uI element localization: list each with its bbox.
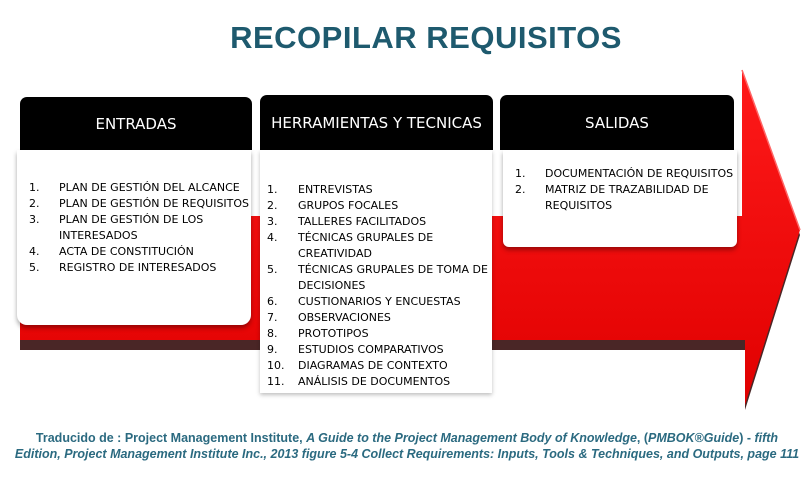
header-salidas	[500, 95, 734, 150]
list-item: 11. ANÁLISIS DE DOCUMENTOS	[267, 375, 451, 388]
list-item: 4. ACTA DE CONSTITUCIÓN	[29, 245, 194, 258]
guide-title: A Guide to the Project Management Body of Knowledge	[306, 431, 637, 445]
header-entradas	[20, 97, 252, 150]
list-item: 1. DOCUMENTACIÓN DE REQUISITOS	[515, 167, 734, 180]
list-item: 5. TÉCNICAS GRUPALES DE TOMA DE DECISIONES	[267, 263, 488, 292]
panel-entradas	[17, 150, 251, 325]
header-herramientas-label: HERRAMIENTAS Y TECNICAS	[271, 113, 482, 132]
list-item: 8. PROTOTIPOS	[267, 327, 369, 340]
list-item: 7. OBSERVACIONES	[267, 311, 391, 324]
list-item: 5. REGISTRO DE INTERESADOS	[29, 261, 217, 274]
list-item: 4. TÉCNICAS GRUPALES DE CREATIVIDAD	[267, 231, 434, 260]
list-item: 1. PLAN DE GESTIÓN DEL ALCANCE	[29, 181, 240, 194]
header-herramientas	[260, 95, 493, 150]
list-item: 2. GRUPOS FOCALES	[267, 199, 399, 212]
list-item: 3. TALLERES FACILITADOS	[267, 215, 427, 228]
citation-footer: Traducido de : Project Management Institute, A Guide to the Project Management Body of Knowledge, (PMBOK®Guide) - fifth Edition, Project Management Institute Inc., 2013 figure 5-4 Collect Requirements: Inputs, Tools & Techniques, and Outputs, page 111	[14, 431, 800, 461]
citation-details: fifth Edition, Project Management Institute Inc., 2013 figure 5-4 Collect Requirements: Inputs, Tools & Techniques, and Outputs, page 111	[14, 431, 800, 461]
guide-abbreviation: PMBOK®Guide	[648, 431, 740, 445]
panel-herramientas	[260, 150, 492, 393]
list-item: 9. ESTUDIOS COMPARATIVOS	[267, 343, 444, 356]
list-herramientas	[267, 182, 492, 390]
list-item: 6. CUSTIONARIOS Y ENCUESTAS	[267, 295, 461, 308]
list-salidas	[515, 166, 737, 214]
list-item: 2. PLAN DE GESTIÓN DE REQUISITOS	[29, 197, 250, 210]
list-entradas	[29, 180, 251, 276]
header-salidas-label: SALIDAS	[585, 113, 649, 132]
list-item: 1. ENTREVISTAS	[267, 183, 373, 196]
page-title: RECOPILAR REQUISITOS	[230, 20, 622, 55]
header-entradas-label: ENTRADAS	[95, 114, 177, 133]
list-item: 3. PLAN DE GESTIÓN DE LOS INTERESADOS	[29, 213, 204, 242]
list-item: 10. DIAGRAMAS DE CONTEXTO	[267, 359, 448, 372]
panel-salidas	[503, 150, 737, 247]
list-item: 2. MATRIZ DE TRAZABILIDAD DE REQUISITOS	[515, 183, 709, 212]
